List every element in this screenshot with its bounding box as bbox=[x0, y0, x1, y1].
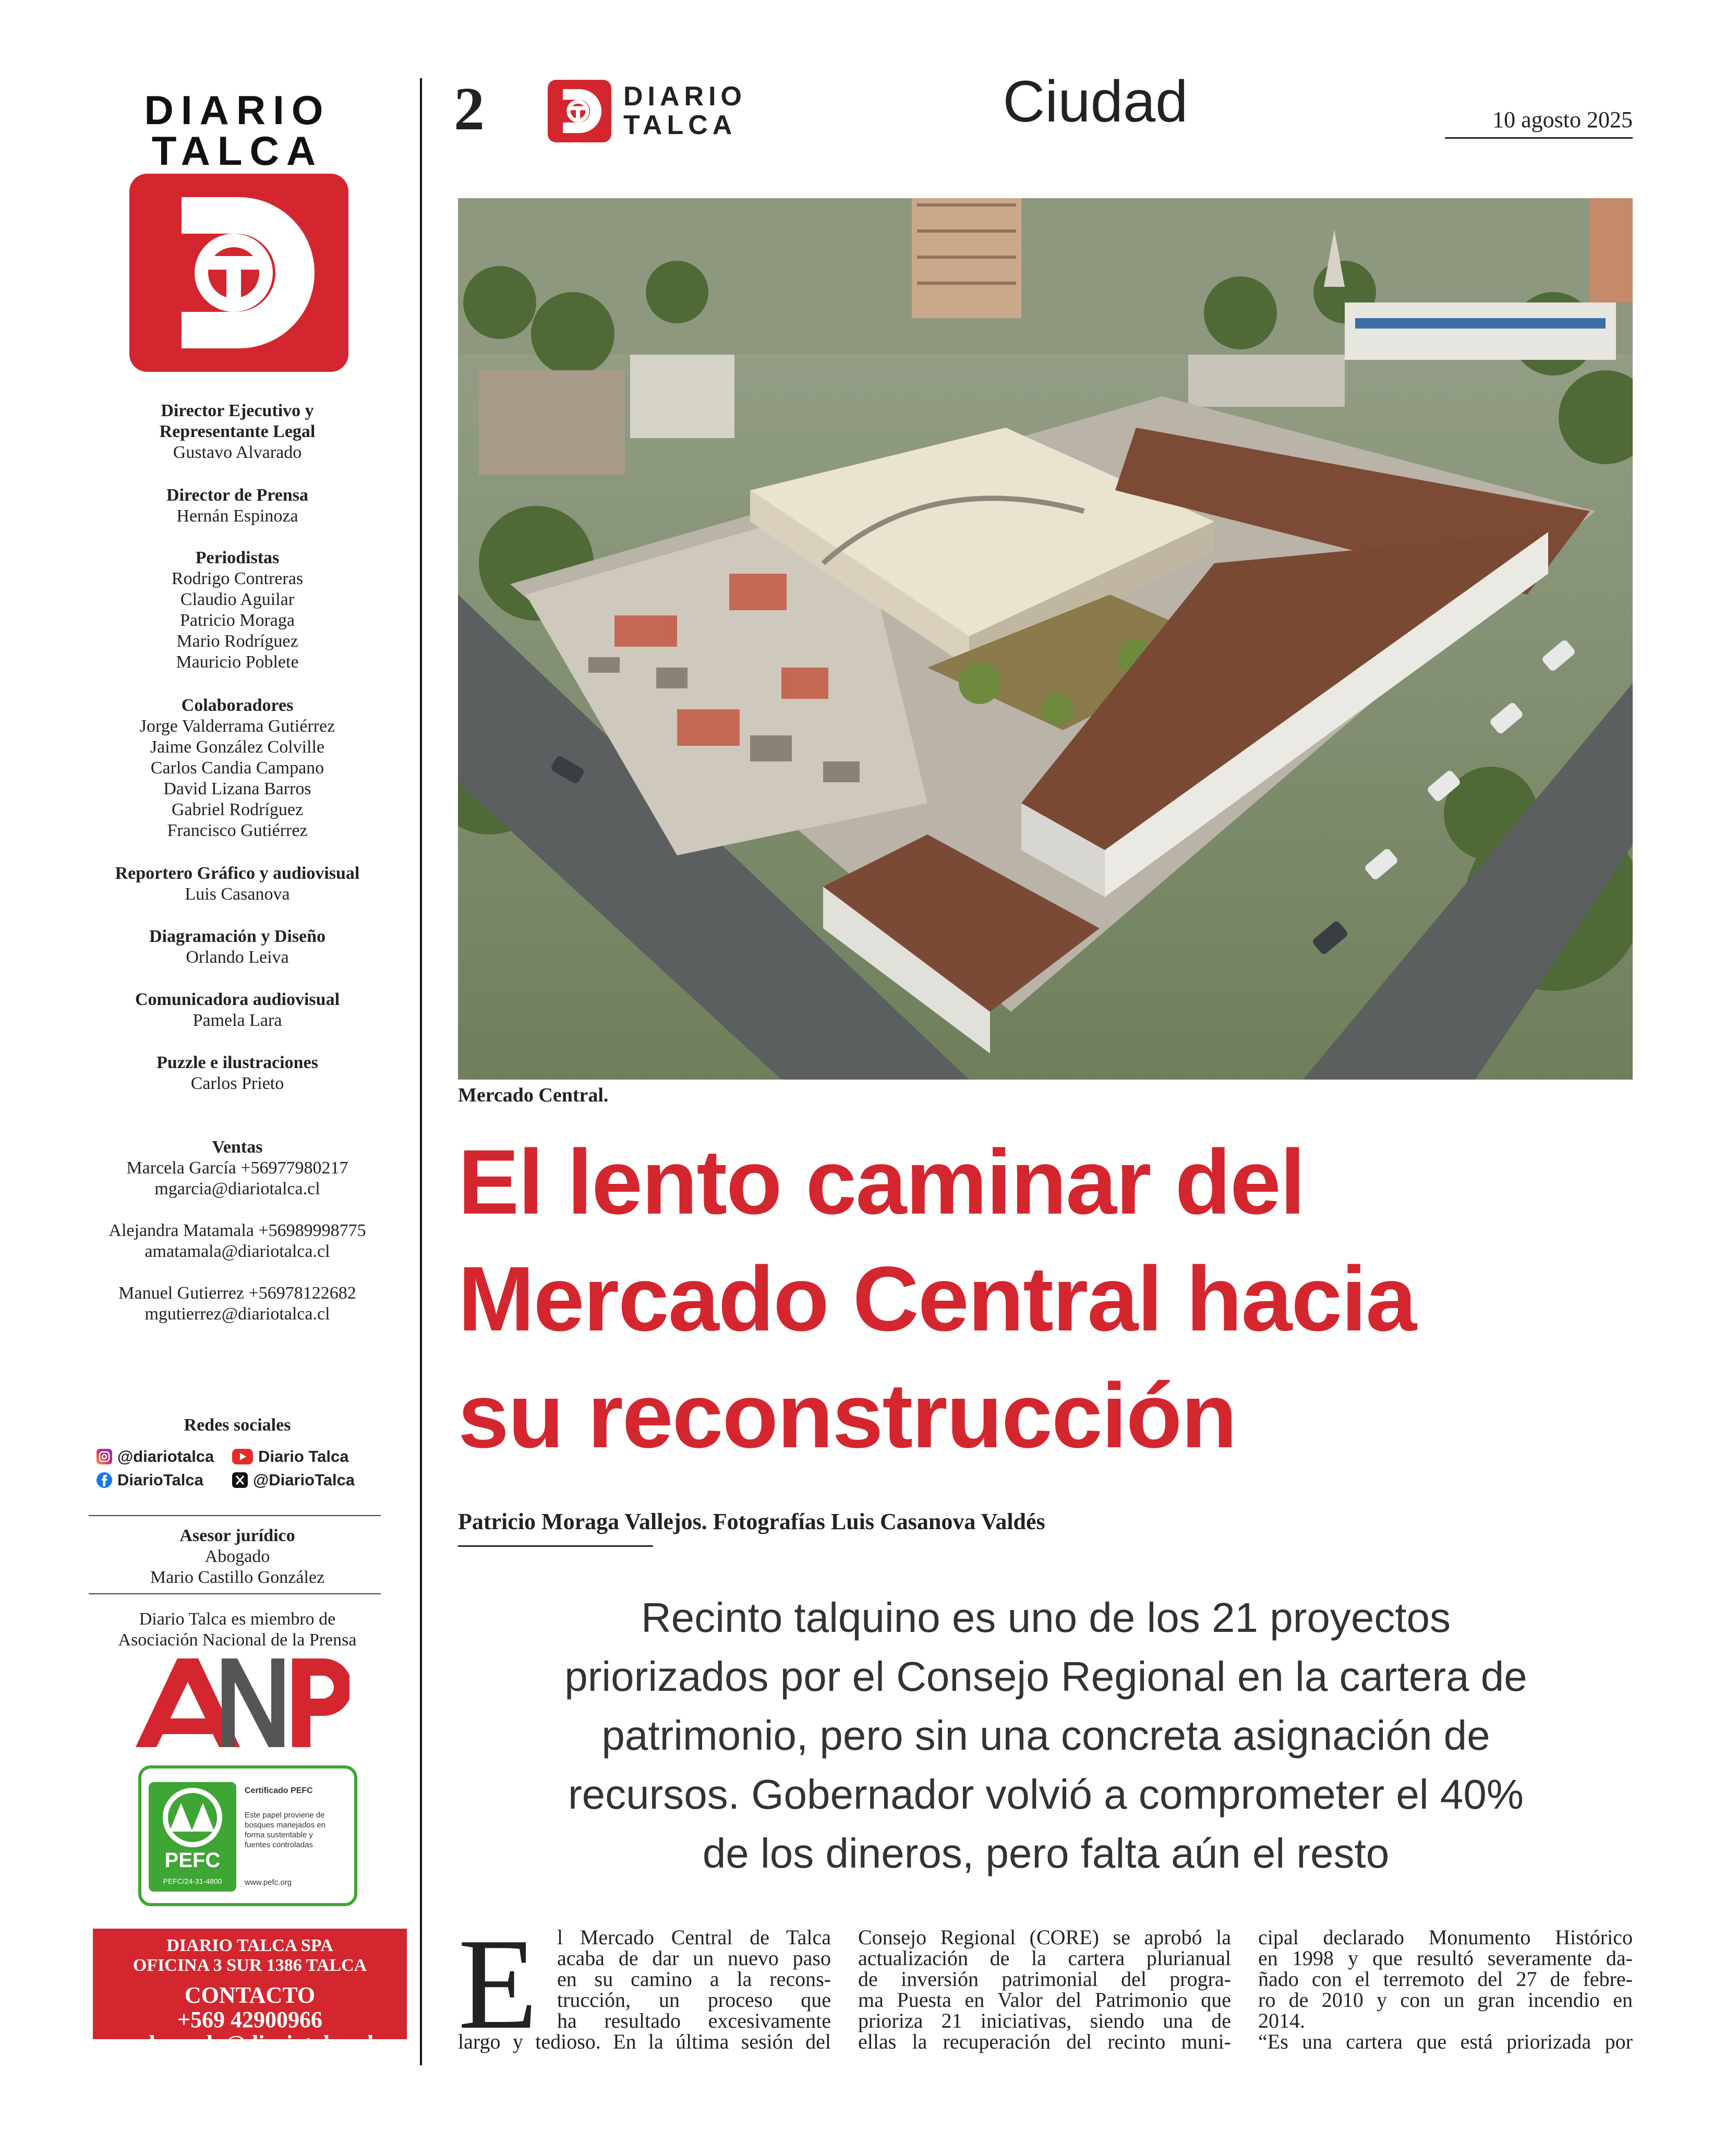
pefc-text bbox=[245, 1810, 325, 1850]
body-line: Consejo Regional (CORE) se aprobó la bbox=[858, 1925, 1231, 1949]
small-logo-line-2: TALCA bbox=[623, 110, 737, 140]
staff-name: Carlos Prieto bbox=[190, 1074, 284, 1093]
deck bbox=[464, 1588, 1627, 1883]
small-logo bbox=[548, 78, 767, 143]
pefc-text-line: Este papel proviene de bbox=[245, 1811, 325, 1820]
tree-icon bbox=[149, 1782, 236, 1855]
sidebar-divider bbox=[89, 1593, 381, 1594]
staff-name: Jorge Valderrama Gutiérrez bbox=[139, 717, 335, 736]
staff-diagramacion bbox=[89, 926, 386, 968]
mercado-central-photo bbox=[458, 198, 1633, 1080]
headline bbox=[458, 1124, 1637, 1474]
staff-role: Puzzle e ilustraciones bbox=[156, 1053, 318, 1072]
staff-name: Francisco Gutiérrez bbox=[167, 821, 308, 840]
diario-talca-logo bbox=[129, 174, 348, 372]
sidebar-divider bbox=[89, 1515, 381, 1516]
sales-email: mgutierrez@diariotalca.cl bbox=[144, 1304, 330, 1324]
youtube-icon bbox=[232, 1449, 253, 1464]
staff-name: Claudio Aguilar bbox=[180, 590, 295, 609]
body-line: de inversión patrimonial del progra- bbox=[858, 1967, 1231, 1991]
body-line: en su camino a la recons- bbox=[557, 1967, 831, 1991]
small-logo-line-1: DIARIO bbox=[623, 81, 746, 112]
body-line: “Es una cartera que está priorizada por bbox=[1258, 2030, 1633, 2053]
staff-director-prensa bbox=[89, 485, 386, 527]
brand-line-1: DIARIO bbox=[144, 87, 331, 133]
body-column-1 bbox=[557, 1927, 831, 2031]
aerial-photo-illustration bbox=[458, 198, 1633, 1080]
pefc-logo-text: PEFC bbox=[164, 1849, 221, 1872]
body-line: en 1998 y que resultó severamente da- bbox=[1258, 1946, 1633, 1970]
byline: Patricio Moraga Vallejos. Fotografías Luis Casanova Valdés bbox=[458, 1509, 1045, 1534]
staff-role: Director de Prensa bbox=[166, 486, 308, 505]
byline-rule bbox=[458, 1545, 653, 1547]
staff-role: Diagramación y Diseño bbox=[149, 927, 326, 946]
sales-contact: Manuel Gutierrez +56978122682 bbox=[118, 1283, 356, 1303]
date-rule bbox=[1445, 137, 1633, 139]
staff-name: Hernán Espinoza bbox=[176, 506, 298, 526]
issue-date: 10 agosto 2025 bbox=[1492, 107, 1633, 132]
headline-line: El lento caminar del bbox=[458, 1131, 1305, 1233]
instagram-link[interactable] bbox=[96, 1447, 214, 1466]
body-line: ro de 2010 y con un gran incendio en bbox=[1258, 1988, 1633, 2012]
headline-line: su reconstrucción bbox=[458, 1365, 1236, 1467]
dt-logo-icon bbox=[548, 80, 611, 142]
body-line: 2014. bbox=[1258, 2009, 1305, 2032]
staff-role: Colaboradores bbox=[181, 696, 294, 715]
x-icon bbox=[232, 1472, 248, 1488]
staff-name: Jaime González Colville bbox=[150, 737, 325, 757]
body-line: cipal declarado Monumento Histórico bbox=[1258, 1925, 1633, 1949]
staff-name: Orlando Leiva bbox=[186, 948, 289, 967]
body-line: largo y tedioso. En la última sesión del bbox=[458, 2030, 831, 2053]
anp-logo bbox=[136, 1656, 349, 1750]
brand-line-2: TALCA bbox=[151, 128, 323, 174]
staff-role: Director Ejecutivo y bbox=[161, 401, 314, 420]
body-line: ma Puesta en Valor del Patrimonio que bbox=[858, 1988, 1231, 2012]
deck-line: Recinto talquino es uno de los 21 proyectos bbox=[641, 1594, 1451, 1641]
deck-line: de los dineros, pero falta aún el resto bbox=[702, 1830, 1390, 1876]
staff-colaboradores bbox=[89, 695, 386, 841]
column-rule bbox=[420, 78, 422, 2065]
body-line: ellas la recuperación del recinto muni- bbox=[858, 2030, 1231, 2053]
staff-name: Gustavo Alvarado bbox=[173, 443, 302, 462]
membership-section bbox=[89, 1609, 386, 1651]
legal-title: Asesor jurídico bbox=[179, 1526, 295, 1545]
deck-line: patrimonio, pero sin una concreta asignación de bbox=[601, 1712, 1490, 1759]
youtube-link[interactable] bbox=[232, 1447, 348, 1466]
staff-name: Rodrigo Contreras bbox=[171, 569, 304, 588]
sales-email: mgarcia@diariotalca.cl bbox=[154, 1179, 320, 1198]
company-name: DIARIO TALCA SPA bbox=[166, 1936, 333, 1955]
headline-line: Mercado Central hacia bbox=[458, 1248, 1416, 1350]
deck-line: recursos. Gobernador volvió a comprometer el 40% bbox=[568, 1771, 1524, 1818]
body-column-1-last bbox=[458, 2031, 831, 2052]
membership-line: Diario Talca es miembro de bbox=[139, 1609, 336, 1629]
pefc-certificate bbox=[138, 1765, 357, 1906]
staff-role: Periodistas bbox=[195, 548, 280, 567]
membership-line: Asociación Nacional de la Prensa bbox=[118, 1630, 357, 1650]
staff-name: Luis Casanova bbox=[185, 885, 290, 904]
body-line: prioriza 21 iniciativas, siendo una de bbox=[858, 2009, 1231, 2032]
x-link[interactable] bbox=[232, 1471, 355, 1489]
staff-name: Patricio Moraga bbox=[180, 611, 295, 630]
staff-role: Reportero Gráfico y audiovisual bbox=[115, 864, 360, 883]
staff-director-ejecutivo bbox=[89, 401, 386, 463]
sales-contact: Alejandra Matamala +56989998775 bbox=[108, 1221, 366, 1240]
body-line: l Mercado Central de Talca bbox=[557, 1925, 831, 1949]
sales-contact: Marcela García +56977980217 bbox=[126, 1158, 348, 1178]
social-title-text: Redes sociales bbox=[184, 1415, 291, 1435]
staff-name: Gabriel Rodríguez bbox=[171, 800, 304, 819]
pefc-title: Certificado PEFC bbox=[245, 1786, 313, 1795]
pefc-text-line: forma sustentable y bbox=[245, 1831, 313, 1839]
staff-comunicadora bbox=[89, 989, 386, 1031]
legal-line: Abogado bbox=[204, 1547, 270, 1566]
facebook-icon bbox=[96, 1472, 112, 1488]
staff-periodistas bbox=[89, 548, 386, 673]
body-line: ñado con el terremoto del 27 de febre- bbox=[1258, 1967, 1633, 1991]
drop-cap: E bbox=[458, 1912, 538, 2056]
body-line: actualización de la cartera plurianual bbox=[858, 1946, 1231, 1970]
pefc-text-line: bosques manejados en bbox=[245, 1821, 326, 1830]
staff-name: Pamela Lara bbox=[192, 1011, 282, 1030]
instagram-icon bbox=[96, 1449, 112, 1464]
company-address: OFICINA 3 SUR 1386 TALCA bbox=[132, 1956, 367, 1975]
body-line: acaba de dar un nuevo paso bbox=[557, 1946, 831, 1970]
facebook-handle: DiarioTalca bbox=[117, 1471, 203, 1489]
staff-name: Mario Rodríguez bbox=[176, 632, 298, 651]
x-handle: @DiarioTalca bbox=[253, 1471, 355, 1489]
pefc-logo bbox=[149, 1782, 236, 1892]
dt-logo-icon bbox=[129, 174, 348, 372]
photo-caption: Mercado Central. bbox=[458, 1084, 609, 1106]
facebook-link[interactable] bbox=[96, 1471, 203, 1489]
contact-box bbox=[93, 1929, 407, 2056]
sales-section bbox=[89, 1137, 386, 1325]
instagram-handle: @diariotalca bbox=[117, 1447, 214, 1465]
pefc-text-line: fuentes controladas bbox=[245, 1840, 313, 1849]
staff-role: Comunicadora audiovisual bbox=[135, 990, 340, 1009]
body-column-3 bbox=[1258, 1927, 1633, 2052]
pefc-code: PEFC/24-31-4800 bbox=[163, 1877, 222, 1885]
legal-section bbox=[89, 1525, 386, 1588]
social-title bbox=[89, 1415, 386, 1436]
legal-line: Mario Castillo González bbox=[150, 1568, 325, 1587]
body-column-2 bbox=[858, 1927, 1231, 2052]
sales-email: amatamala@diariotalca.cl bbox=[144, 1242, 330, 1261]
page-number: 2 bbox=[454, 75, 485, 143]
sales-title: Ventas bbox=[212, 1137, 263, 1157]
body-line: trucción, un proceso que bbox=[557, 1988, 831, 2012]
staff-name: Carlos Candia Campano bbox=[150, 758, 324, 778]
staff-role: Representante Legal bbox=[159, 422, 316, 441]
body-line: ha resultado excesivamente bbox=[557, 2009, 831, 2032]
staff-name: Mauricio Poblete bbox=[176, 652, 299, 672]
small-logo-mark bbox=[548, 80, 611, 142]
contact-title: CONTACTO bbox=[184, 1982, 316, 2008]
deck-line: priorizados por el Consejo Regional en la cartera de bbox=[564, 1653, 1527, 1700]
staff-puzzle bbox=[89, 1052, 386, 1094]
contact-phone: +569 42900966 bbox=[177, 2007, 323, 2032]
section-title: Ciudad bbox=[1003, 69, 1188, 134]
staff-name: David Lizana Barros bbox=[163, 779, 311, 798]
staff-reportero bbox=[89, 863, 386, 905]
pefc-url: www.pefc.org bbox=[245, 1878, 292, 1887]
youtube-handle: Diario Talca bbox=[258, 1447, 349, 1465]
contact-email[interactable]: galvarado@diariotalca.cl bbox=[126, 2031, 374, 2056]
